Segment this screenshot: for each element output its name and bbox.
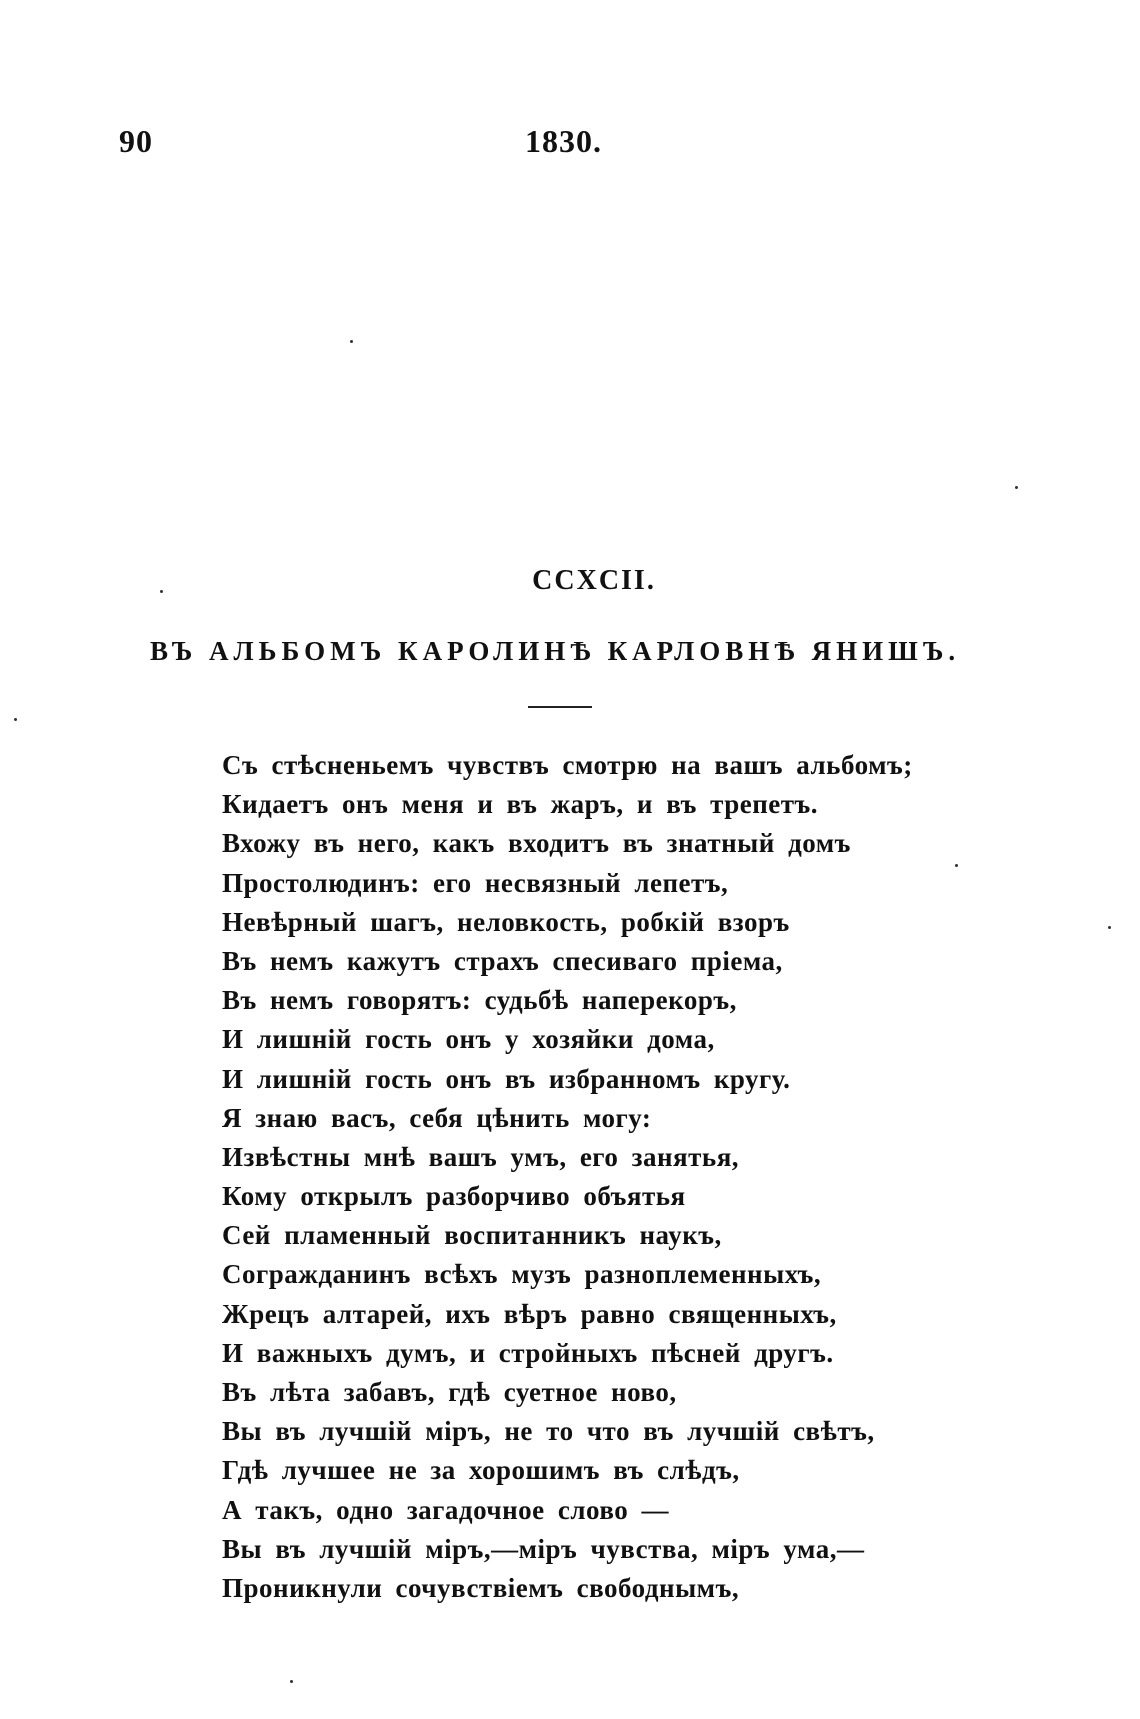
poem-line: Гдѣ лучшее не за хорошимъ въ слѣдъ, (222, 1455, 740, 1486)
poem-line: Я знаю васъ, себя цѣнить могу: (222, 1102, 652, 1133)
poem-title: ВЪ АЛЬБОМЪ КАРОЛИНѢ КАРЛОВНѢ ЯНИШЪ. (150, 636, 961, 666)
poem-line: И лишній гость онъ въ избранномъ кругу. (222, 1063, 791, 1094)
scan-speck (290, 1680, 293, 1683)
page-number: 90 (119, 123, 153, 159)
running-head-year: 1830. (525, 123, 602, 159)
scan-speck (14, 718, 17, 721)
poem-line: И лишній гость онъ у хозяйки дома, (222, 1024, 715, 1055)
poem-line: Простолюдинъ: его несвязный лепетъ, (222, 867, 729, 898)
poem-line: Въ лѣта забавъ, гдѣ суетное ново, (222, 1377, 677, 1407)
scan-speck (1108, 926, 1111, 929)
scan-speck (1015, 486, 1018, 489)
poem-line: А такъ, одно загадочное слово — (222, 1494, 670, 1525)
poem-body (222, 746, 982, 1608)
poem-line: Въ немъ кажутъ страхъ спесиваго пріема, (222, 945, 783, 976)
poem-line: Сей пламенный воспитанникъ наукъ, (222, 1220, 722, 1251)
poem-line: Извѣстны мнѣ вашъ умъ, его занятья, (222, 1141, 740, 1172)
poem-line: Вхожу въ него, какъ входитъ въ знатный домъ (222, 828, 851, 859)
poem-line: Вы въ лучшій міръ, не то что въ лучшій свѣтъ, (222, 1416, 875, 1447)
title-rule (528, 706, 592, 708)
poem-line: Невѣрный шагъ, неловкость, робкій взоръ (222, 906, 790, 937)
poem-line: Въ немъ говорятъ: судьбѣ наперекоръ, (222, 985, 737, 1016)
scan-speck (160, 590, 163, 593)
scan-speck (955, 864, 958, 867)
poem-line: Кому открылъ разборчиво объятья (222, 1181, 686, 1212)
poem-number: CCXCII. (532, 565, 656, 596)
poem-line: Жрецъ алтарей, ихъ вѣръ равно священныхъ, (222, 1298, 837, 1329)
poem-line: Съ стѣсненьемъ чувствъ смотрю на вашъ альбомъ; (222, 750, 913, 780)
poem-line: Согражданинъ всѣхъ музъ разноплеменныхъ, (222, 1259, 822, 1290)
scan-speck (350, 340, 353, 343)
poem-line: Проникнули сочувствіемъ свободнымъ, (222, 1572, 740, 1603)
poem-line: И важныхъ думъ, и стройныхъ пѣсней другъ. (222, 1337, 834, 1368)
poem-line: Кидаетъ онъ меня и въ жаръ, и въ трепетъ. (222, 789, 819, 820)
poem-line: Вы въ лучшій міръ,—міръ чувства, міръ ума,— (222, 1533, 865, 1564)
